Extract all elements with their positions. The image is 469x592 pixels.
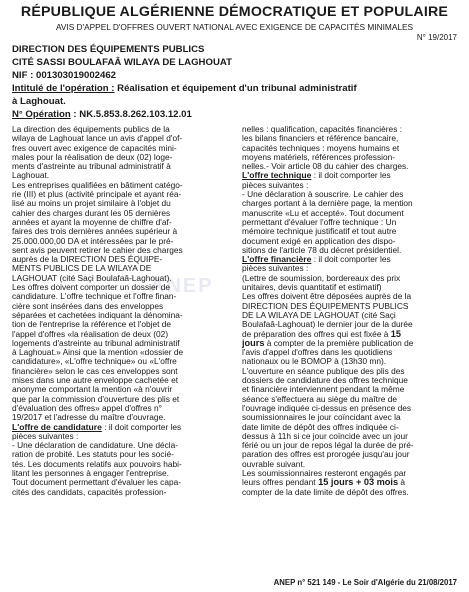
text-line: d'évaluation des offres» appel d'offres n° bbox=[12, 402, 163, 413]
text-line: L'ouverture en séance publique des plis des bbox=[242, 365, 405, 376]
intitule-text: Réalisation et équipement d'un tribunal administratif bbox=[114, 83, 357, 94]
text-line: paration des offres est prorogée jusqu'au jour bbox=[242, 449, 410, 460]
fin-rest: : il doit comporter les bbox=[311, 254, 391, 265]
text-line: sitions de l'article 78 du décret présidentiel. bbox=[242, 244, 402, 255]
text-line: LAGHOUAT (cité Saçi Boulafaâ-Laghouat). bbox=[12, 272, 172, 283]
intitule-label: Intitulé de l'opération : bbox=[12, 83, 115, 94]
fin-lines bbox=[242, 264, 457, 338]
after-days-first: à compter de la première publication de bbox=[264, 337, 414, 348]
text-line: anonyme comportant la mention «à n'ouvrir bbox=[12, 384, 173, 395]
tech-label: L'offre technique bbox=[242, 170, 312, 181]
text-line: lisé au moins un projet similaire à l'objet du bbox=[12, 198, 171, 209]
text-line: pièces suivantes : bbox=[242, 179, 309, 190]
text-line: MENTS PUBLICS DE LA WILAYA DE bbox=[12, 263, 152, 274]
intitule-text-2: à Laghouat. bbox=[12, 96, 66, 107]
text-line: - Une déclaration de candidature. Une décla- bbox=[12, 440, 179, 451]
text-line: Les offres doivent comporter un dossier de bbox=[12, 282, 171, 293]
text-line: capacités techniques : moyens humains et bbox=[242, 142, 400, 153]
after-days-lines bbox=[242, 348, 457, 478]
text-line: unitaires, devis quantitatif et estimatif) bbox=[242, 282, 382, 293]
text-line: 19/2017 et l'adresse du maître d'ouvrage. bbox=[12, 412, 166, 423]
text-line: Les entreprises qualifiées en bâtiment catégo- bbox=[12, 179, 183, 190]
text-line: férié ou un jour de repos légal la durée de pré- bbox=[242, 440, 414, 451]
text-line: manuscrite «Lu et accepté». Tout document bbox=[242, 207, 404, 218]
text-line: mémoire technique justificatif et tout autre bbox=[242, 226, 397, 237]
validity-rest: à bbox=[398, 477, 406, 488]
tech-rest: : il doit comporter les bbox=[311, 170, 391, 181]
text-line: nelles.- Voir article 08 du cahier des charges. bbox=[242, 161, 409, 172]
text-line: les bilans financiers et référence bancaire, bbox=[242, 133, 399, 144]
text-line: dessus à 11h si ce jour coïncide avec un jour bbox=[242, 430, 408, 441]
text-line: dossiers de candidature des offres technique bbox=[242, 375, 408, 386]
intitule-line bbox=[12, 83, 357, 94]
text-line: à Laghouat.» Ainsi que la mention «dossier de bbox=[12, 347, 184, 358]
text-line: pièces suivantes : bbox=[12, 430, 79, 441]
text-line: Les soumissionnaires resteront engagés par bbox=[242, 467, 407, 478]
watermark: ANEP bbox=[150, 275, 214, 297]
right-intro bbox=[242, 125, 457, 171]
text-line: La direction des équipements publics de la bbox=[12, 124, 170, 134]
text-line: DIRECTION DES ÉQUIPEMENTS PUBLICS bbox=[242, 300, 409, 311]
text-line: ration de probité. Les statuts pour les socié- bbox=[12, 449, 174, 460]
text-line: faires des trois dernières années supérieur à bbox=[12, 226, 178, 237]
fin-label: L'offre financière bbox=[242, 254, 312, 265]
text-line: cités des candidats, capacités profession- bbox=[12, 486, 167, 497]
issuer-nif: NIF : 001303019002462 bbox=[12, 70, 117, 81]
text-line: permettant d'évaluer l'offre technique : Un bbox=[242, 216, 397, 227]
text-line: tion de l'entreprise la référence et l'objet de bbox=[12, 319, 172, 330]
text-line: (Lettre de soumission, bordereaux des prix bbox=[242, 272, 401, 283]
text-line: nationaux ou le BOMOP à (13h30 mn). bbox=[242, 356, 387, 367]
final-lines bbox=[242, 488, 457, 497]
text-line: logements d'astreinte au tribunal administratif bbox=[12, 337, 180, 348]
text-line: litant les personnes à engager l'entreprise. bbox=[12, 467, 169, 478]
text-line: Les offres doivent être déposées auprès de la bbox=[242, 291, 412, 302]
text-line: fres ouvert avec exigence de capacités mini- bbox=[12, 142, 177, 153]
text-line: séance s'effectuera au siège du maître de bbox=[242, 393, 397, 404]
issuer-cite: CITÉ SASSI BOULAFAÂ WILAYA DE LAGHOUAT bbox=[12, 57, 232, 68]
text-line: ouvrable suivant. bbox=[242, 458, 306, 469]
text-line: auprès de la DIRECTION DES ÉQUIPE- bbox=[12, 254, 163, 265]
text-line: Boulafaâ-Laghouat) le dernier jour de la durée bbox=[242, 319, 413, 330]
days-bold-2: jours bbox=[242, 337, 265, 348]
avis-type: AVIS D'APPEL D'OFFRES OUVERT NATIONAL AVEC EXIGENCE DE CAPACITÉS MINIMALES bbox=[55, 22, 414, 32]
operation-text: : NK.5.853.8.262.103.12.01 bbox=[70, 109, 192, 120]
text-line: males pour la réalisation de deux (02) loge- bbox=[12, 151, 173, 162]
text-line: l'avis d'appel d'offres dans les quotidiens bbox=[242, 347, 393, 358]
validity-bold: 15 jours + 03 mois bbox=[315, 477, 399, 488]
text-line: séparées et cachetées indiquant la dénomina- bbox=[12, 309, 183, 320]
text-line: moyens matériels, références profession- bbox=[242, 151, 396, 162]
candidature-label: L'offre de candidature bbox=[12, 421, 102, 432]
tech-lines bbox=[242, 181, 457, 255]
operation-line bbox=[12, 109, 192, 120]
validity-prefix: leurs offres pendant bbox=[242, 477, 316, 488]
text-line: l'appel d'offres «la réalisation de deux (02) bbox=[12, 328, 169, 339]
text-line: charges portant à la dernière page, la mention bbox=[242, 198, 413, 209]
issuer-direction: DIRECTION DES ÉQUIPEMENTS PUBLICS bbox=[12, 44, 205, 55]
text-line: soumissionnaires le jour coïncidant avec la bbox=[242, 412, 401, 423]
text-line: 25.000.000,00 DA et intéressées par le pré- bbox=[12, 235, 174, 246]
left-paragraphs bbox=[12, 125, 233, 423]
days-bold: 15 bbox=[390, 328, 401, 339]
text-line: document exigé en application des dispo- bbox=[242, 235, 396, 246]
text-line: date limite de dépôt des offres indiquée ci- bbox=[242, 421, 399, 432]
footer-reference: ANEP n° 521 149 - Le Soir d'Algérie du 21/08/2017 bbox=[273, 578, 457, 587]
text-line: cière sont insérées dans des enveloppes bbox=[12, 300, 164, 311]
text-line: nelles : qualification, capacités financières : bbox=[242, 124, 403, 134]
operation-label: N° Opération bbox=[12, 109, 71, 120]
left-column bbox=[12, 125, 233, 497]
text-line: rie (III) et plus (activité principale et ayant réa- bbox=[12, 189, 182, 200]
text-line: l'ouvrage indiquée ci-dessus en présence des bbox=[242, 402, 412, 413]
text-line: sent avis peuvent retirer le cahier des charges bbox=[12, 244, 183, 255]
avis-number: N° 19/2017 bbox=[416, 33, 457, 42]
republic-title: RÉPUBLIQUE ALGÉRIENNE DÉMOCRATIQUE ET POPULAIRE bbox=[20, 4, 449, 20]
text-line: tés. Les documents relatifs aux pouvoirs habi- bbox=[12, 458, 182, 469]
text-line: wilaya de Laghouat lance un avis d'appel d'of- bbox=[12, 133, 183, 144]
text-line: pièces suivantes : bbox=[242, 263, 309, 274]
text-line: compter de la date limite de dépôt des offres. bbox=[242, 486, 409, 497]
text-line: DE LA WILAYA DE LAGHOUAT (cité Saçi bbox=[242, 309, 396, 320]
text-line: cahier des charges durant les 05 dernières bbox=[12, 207, 171, 218]
right-column bbox=[242, 125, 457, 497]
text-line: financière» selon le cas ces enveloppes sont bbox=[12, 365, 178, 376]
text-line: Tout document permettant d'évaluer les capa- bbox=[12, 477, 182, 488]
text-line: candidature», «L'offre technique» ou «L'offre bbox=[12, 356, 177, 367]
text-line: candidature. L'offre technique et l'offre finan- bbox=[12, 291, 177, 302]
text-line: années et ayant la moyenne de chiffre d'af- bbox=[12, 216, 172, 227]
candidature-lines bbox=[12, 432, 233, 497]
text-line: de préparation des offres qui est fixée à 15 bbox=[242, 328, 401, 339]
text-line: Laghouat. bbox=[12, 170, 50, 181]
text-line: que par la commission d'ouverture des plis et bbox=[12, 393, 180, 404]
text-line: mises dans une autre enveloppe cachetée et bbox=[12, 375, 179, 386]
candidature-rest: : il doit comporter les bbox=[101, 421, 182, 432]
text-line: ments d'astreinte au tribunal administratif à bbox=[12, 161, 171, 172]
text-line: - Une déclaration à souscrire. Le cahier des bbox=[242, 189, 404, 200]
text-line: et financière interviennent pendant la même bbox=[242, 384, 405, 395]
